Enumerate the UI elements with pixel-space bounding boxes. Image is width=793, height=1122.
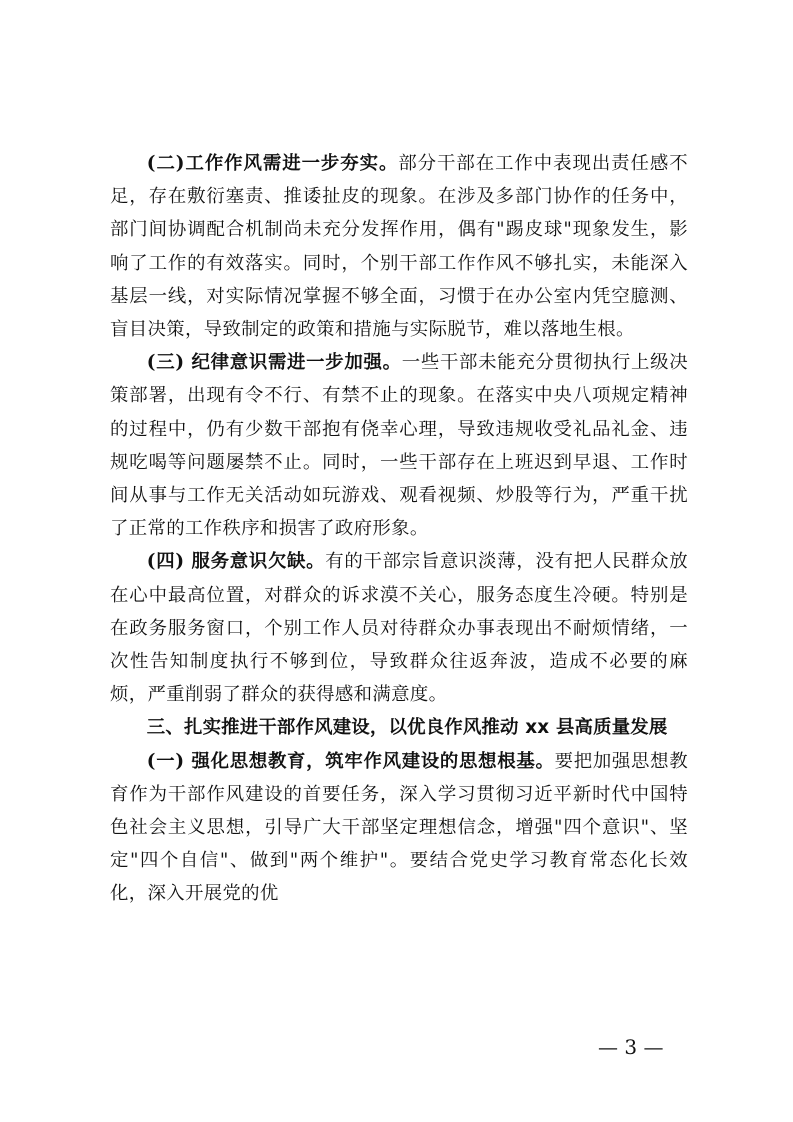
paragraph-work-style — [110, 147, 688, 346]
paragraph-ideological-education — [110, 745, 688, 911]
section-heading: 三、扎实推进干部作风建设，以优良作风推动 xx 县高质量发展 — [146, 717, 668, 739]
page-number: — 3 — — [598, 1035, 664, 1059]
paragraph-service — [110, 545, 688, 711]
paragraph-text: 一些干部未能充分贯彻执行上级决策部署，出现有令不行、有禁不止的现象。在落实中央八项规定精神的过程中，仍有少数干部抱有侥幸心理，导致违规收受礼品礼金、违规吃喝等问题屡禁不止。同时，一些干部存在上班迟到早退、工作时间从事与工作无关活动如玩游戏、观看视频、炒股等行为，严重干扰了正常的工作秩序和损害了政府形象。 — [110, 352, 688, 540]
paragraph-text: 部分干部在工作中表现出责任感不足，存在敷衍塞责、推诿扯皮的现象。在涉及多部门协作的任务中，部门间协调配合机制尚未充分发挥作用，偶有"踢皮球"现象发生，影响了工作的有效落实。同时，个别干部工作作风不够扎实，未能深入基层一线，对实际情况掌握不够全面，习惯于在办公室内凭空臆测、盲目决策，导致制定的政策和措施与实际脱节，难以落地生根。 — [110, 153, 688, 341]
paragraph-lead: (三) 纪律意识需进一步加强。 — [146, 352, 402, 374]
paragraph-lead: (一) 强化思想教育，筑牢作风建设的思想根基。 — [146, 750, 555, 772]
paragraph-lead: (四) 服务意识欠缺。 — [146, 551, 326, 573]
document-body — [110, 147, 688, 911]
paragraph-text: 有的干部宗旨意识淡薄，没有把人民群众放在心中最高位置，对群众的诉求漠不关心，服务态度生冷硬。特别是在政务服务窗口，个别工作人员对待群众办事表现出不耐烦情绪，一次性告知制度执行不够到位，导致群众往返奔波，造成不必要的麻烦，严重削弱了群众的获得感和满意度。 — [110, 551, 689, 706]
paragraph-discipline — [110, 346, 688, 545]
paragraph-lead: (二)工作作风需进一步夯实。 — [146, 153, 399, 174]
paragraph-text: 要把加强思想教育作为干部作风建设的首要任务，深入学习贯彻习近平新时代中国特色社会主义思想，引导广大干部坚定理想信念，增强"四个意识"、坚定"四个自信"、做到"两个维护"。要结合党史学习教育常态化长效化，深入开展党的优 — [110, 750, 688, 905]
